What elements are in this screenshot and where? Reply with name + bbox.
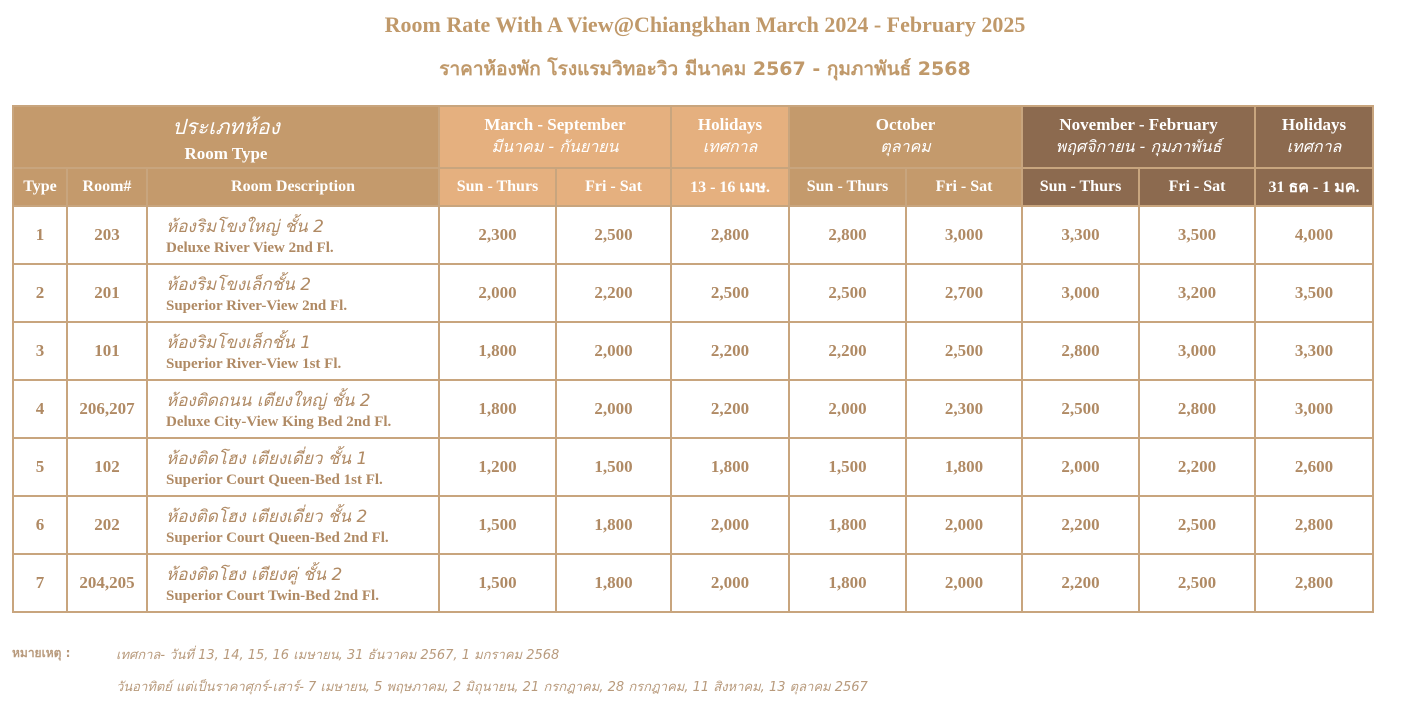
price-cell: 3,000 <box>1255 380 1373 438</box>
season-october-header: October ตุลาคม <box>789 106 1022 168</box>
room-type-english: Room Type <box>184 143 268 163</box>
notes-label: หมายเหตุ : <box>12 646 71 660</box>
price-cell: 2,800 <box>1139 380 1255 438</box>
holidays-new-year-header: Holidays เทศกาล <box>1255 106 1373 168</box>
room-description: ห้องริมโขงเล็กชั้น 1 Superior River-View 1st Fl. <box>147 322 439 380</box>
table-row <box>13 554 1373 612</box>
season-march-september-header: March - September มีนาคม - กันยายน <box>439 106 671 168</box>
price-cell: 2,200 <box>671 380 789 438</box>
col-nov-feb-sun-thurs: Sun - Thurs <box>1022 168 1139 206</box>
price-cell: 1,800 <box>671 438 789 496</box>
room-type-header <box>13 106 439 168</box>
price-cell: 1,500 <box>439 554 556 612</box>
room-number: 203 <box>67 206 147 264</box>
price-cell: 1,800 <box>439 322 556 380</box>
price-cell: 2,500 <box>556 206 671 264</box>
room-type-number: 1 <box>13 206 67 264</box>
price-cell: 1,500 <box>789 438 906 496</box>
room-description: ห้องริมโขงใหญ่ ชั้น 2 Deluxe River View 2nd Fl. <box>147 206 439 264</box>
col-oct-fri-sat: Fri - Sat <box>906 168 1022 206</box>
room-number: 201 <box>67 264 147 322</box>
price-cell: 2,000 <box>439 264 556 322</box>
price-cell: 2,300 <box>906 380 1022 438</box>
room-number: 101 <box>67 322 147 380</box>
room-description: ห้องติดโฮง เตียงคู่ ชั้น 2 Superior Court Twin-Bed 2nd Fl. <box>147 554 439 612</box>
page-subtitle-thai: ราคาห้องพัก โรงแรมวิทอะวิว มีนาคม 2567 - กุมภาพันธ์ 2568 <box>439 58 971 80</box>
price-cell: 2,000 <box>1022 438 1139 496</box>
table-row <box>13 322 1373 380</box>
col-holiday-new-year: 31 ธค - 1 มค. <box>1255 168 1373 206</box>
col-nov-feb-fri-sat: Fri - Sat <box>1139 168 1255 206</box>
col-mar-sep-sun-thurs: Sun - Thurs <box>439 168 556 206</box>
price-cell: 2,500 <box>789 264 906 322</box>
price-cell: 2,500 <box>1139 496 1255 554</box>
price-cell: 2,200 <box>671 322 789 380</box>
holidays-april-header: Holidays เทศกาล <box>671 106 789 168</box>
price-cell: 3,500 <box>1139 206 1255 264</box>
price-cell: 3,000 <box>1022 264 1139 322</box>
price-cell: 2,000 <box>671 496 789 554</box>
price-cell: 4,000 <box>1255 206 1373 264</box>
price-cell: 2,700 <box>906 264 1022 322</box>
price-cell: 1,500 <box>556 438 671 496</box>
price-cell: 2,000 <box>556 380 671 438</box>
table-row <box>13 380 1373 438</box>
price-cell: 2,500 <box>906 322 1022 380</box>
price-cell: 2,500 <box>671 264 789 322</box>
season-november-february-header: November - February พฤศจิกายน - กุมภาพันธ์ <box>1022 106 1255 168</box>
col-room-number: Room# <box>67 168 147 206</box>
price-cell: 1,800 <box>789 554 906 612</box>
col-type: Type <box>13 168 67 206</box>
price-cell: 3,000 <box>1139 322 1255 380</box>
price-cell: 2,800 <box>671 206 789 264</box>
price-cell: 2,300 <box>439 206 556 264</box>
room-number: 202 <box>67 496 147 554</box>
price-cell: 2,200 <box>1022 554 1139 612</box>
price-cell: 1,200 <box>439 438 556 496</box>
price-cell: 2,000 <box>906 496 1022 554</box>
price-cell: 1,800 <box>556 554 671 612</box>
col-oct-sun-thurs: Sun - Thurs <box>789 168 906 206</box>
room-number: 204,205 <box>67 554 147 612</box>
price-cell: 3,300 <box>1022 206 1139 264</box>
price-cell: 2,000 <box>789 380 906 438</box>
col-mar-sep-fri-sat: Fri - Sat <box>556 168 671 206</box>
room-type-number: 5 <box>13 438 67 496</box>
table-row <box>13 206 1373 264</box>
note-sunday-rates: วันอาทิตย์ แต่เป็นราคาศุกร์-เสาร์- 7 เมษายน, 5 พฤษภาคม, 2 มิถุนายน, 21 กรกฎาคม, 28 กรกฎาคม, 11 สิงหาคม, 13 ตุลาคม 2567 <box>116 680 868 695</box>
price-cell: 2,200 <box>556 264 671 322</box>
price-cell: 3,300 <box>1255 322 1373 380</box>
price-cell: 3,000 <box>906 206 1022 264</box>
price-cell: 1,800 <box>906 438 1022 496</box>
price-cell: 2,800 <box>789 206 906 264</box>
price-cell: 1,800 <box>439 380 556 438</box>
price-cell: 2,200 <box>1139 438 1255 496</box>
price-cell: 1,800 <box>556 496 671 554</box>
room-type-thai: ประเภทห้อง <box>172 114 280 139</box>
price-cell: 2,600 <box>1255 438 1373 496</box>
room-type-number: 3 <box>13 322 67 380</box>
price-cell: 2,200 <box>1022 496 1139 554</box>
table-row <box>13 496 1373 554</box>
room-type-number: 4 <box>13 380 67 438</box>
room-description: ห้องติดโฮง เตียงเดี่ยว ชั้น 2 Superior Court Queen-Bed 2nd Fl. <box>147 496 439 554</box>
price-cell: 3,500 <box>1255 264 1373 322</box>
price-cell: 2,000 <box>671 554 789 612</box>
price-cell: 3,200 <box>1139 264 1255 322</box>
price-cell: 1,800 <box>789 496 906 554</box>
room-number: 102 <box>67 438 147 496</box>
price-cell: 2,800 <box>1255 496 1373 554</box>
note-holidays: เทศกาล- วันที่ 13, 14, 15, 16 เมษายน, 31 ธันวาคม 2567, 1 มกราคม 2568 <box>116 648 560 663</box>
room-rate-table <box>12 105 1374 613</box>
price-cell: 2,500 <box>1022 380 1139 438</box>
price-cell: 2,200 <box>789 322 906 380</box>
table-row <box>13 264 1373 322</box>
room-type-number: 2 <box>13 264 67 322</box>
room-number: 206,207 <box>67 380 147 438</box>
room-description: ห้องติดถนน เตียงใหญ่ ชั้น 2 Deluxe City-View King Bed 2nd Fl. <box>147 380 439 438</box>
room-type-number: 6 <box>13 496 67 554</box>
price-cell: 2,000 <box>906 554 1022 612</box>
price-cell: 2,500 <box>1139 554 1255 612</box>
price-cell: 2,800 <box>1022 322 1139 380</box>
room-description: ห้องริมโขงเล็กชั้น 2 Superior River-View 2nd Fl. <box>147 264 439 322</box>
price-cell: 2,800 <box>1255 554 1373 612</box>
room-type-number: 7 <box>13 554 67 612</box>
page-title: Room Rate With A View@Chiangkhan March 2024 - February 2025 <box>384 12 1026 37</box>
room-description: ห้องติดโฮง เตียงเดี่ยว ชั้น 1 Superior Court Queen-Bed 1st Fl. <box>147 438 439 496</box>
col-room-description: Room Description <box>147 168 439 206</box>
price-cell: 1,500 <box>439 496 556 554</box>
table-row <box>13 438 1373 496</box>
price-cell: 2,000 <box>556 322 671 380</box>
col-holiday-april: 13 - 16 เมษ. <box>671 168 789 206</box>
